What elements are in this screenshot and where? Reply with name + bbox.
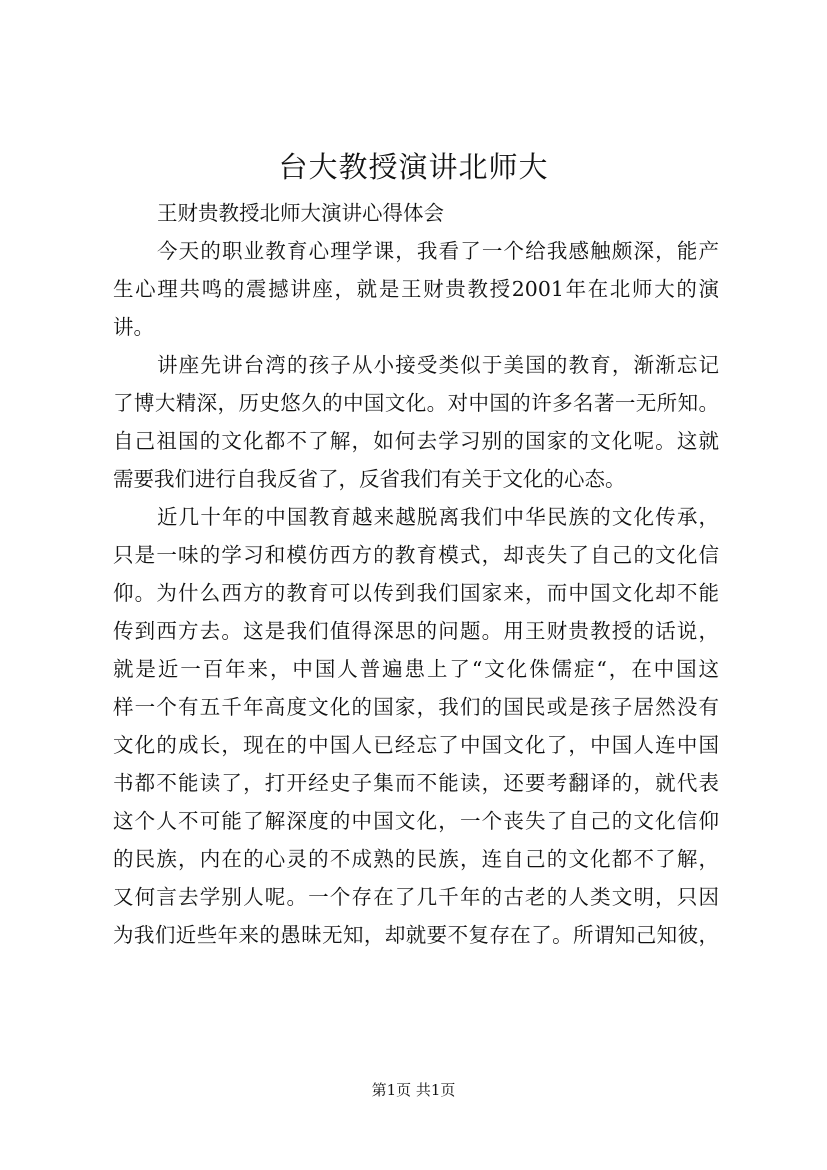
paragraph-1 bbox=[113, 232, 719, 346]
paragraph-line: 只是一味的学习和模仿西方的教育模式，却丧失了自己的文化信 bbox=[113, 543, 719, 567]
paragraph-line: 近几十年的中国教育越来越脱离我们中华民族的文化传承， bbox=[157, 505, 719, 529]
paragraph-line: 为我们近些年来的愚昧无知，却就要不复存在了。所谓知己知彼， bbox=[113, 923, 719, 947]
paragraph-line: 文化的成长，现在的中国人已经忘了中国文化了，中国人连中国 bbox=[113, 733, 719, 757]
paragraph-line: 仰。为什么西方的教育可以传到我们国家来，而中国文化却不能 bbox=[113, 581, 719, 605]
paragraph-3 bbox=[113, 498, 719, 954]
paragraph-line: 今天的职业教育心理学课，我看了一个给我感触颇深，能产 bbox=[157, 239, 719, 263]
document-subtitle: 王财贵教授北师大演讲心得体会 bbox=[157, 201, 444, 225]
page-footer: 第1页 共1页 bbox=[371, 1081, 456, 1099]
paragraph-line: 了博大精深，历史悠久的中国文化。对中国的许多名著一无所知。 bbox=[113, 391, 719, 415]
paragraph-line: 又何言去学别人呢。一个存在了几千年的古老的人类文明，只因 bbox=[113, 885, 719, 909]
paragraph-line: 这个人不可能了解深度的中国文化，一个丧失了自己的文化信仰 bbox=[113, 809, 719, 833]
paragraph-line: 讲。 bbox=[113, 315, 154, 339]
paragraph-line: 书都不能读了，打开经史子集而不能读，还要考翻译的，就代表 bbox=[113, 771, 719, 795]
paragraph-line: 需要我们进行自我反省了，反省我们有关于文化的心态。 bbox=[113, 467, 626, 491]
document-title: 台大教授演讲北师大 bbox=[278, 150, 549, 184]
paragraph-line: 生心理共鸣的震撼讲座，就是王财贵教授2001年在北师大的演 bbox=[113, 277, 719, 301]
document-body bbox=[113, 194, 719, 954]
paragraph-line: 自己祖国的文化都不了解，如何去学习别的国家的文化呢。这就 bbox=[113, 429, 719, 453]
paragraph-line: 的民族，内在的心灵的不成熟的民族，连自己的文化都不了解， bbox=[113, 847, 719, 871]
paragraph-line: 就是近一百年来，中国人普遍患上了“文化侏儒症“，在中国这 bbox=[113, 657, 719, 681]
paragraph-line: 传到西方去。这是我们值得深思的问题。用王财贵教授的话说， bbox=[113, 619, 719, 643]
paragraph-line: 讲座先讲台湾的孩子从小接受类似于美国的教育，渐渐忘记 bbox=[157, 353, 719, 377]
paragraph-2 bbox=[113, 346, 719, 498]
paragraph-line: 样一个有五千年高度文化的国家，我们的国民或是孩子居然没有 bbox=[113, 695, 719, 719]
